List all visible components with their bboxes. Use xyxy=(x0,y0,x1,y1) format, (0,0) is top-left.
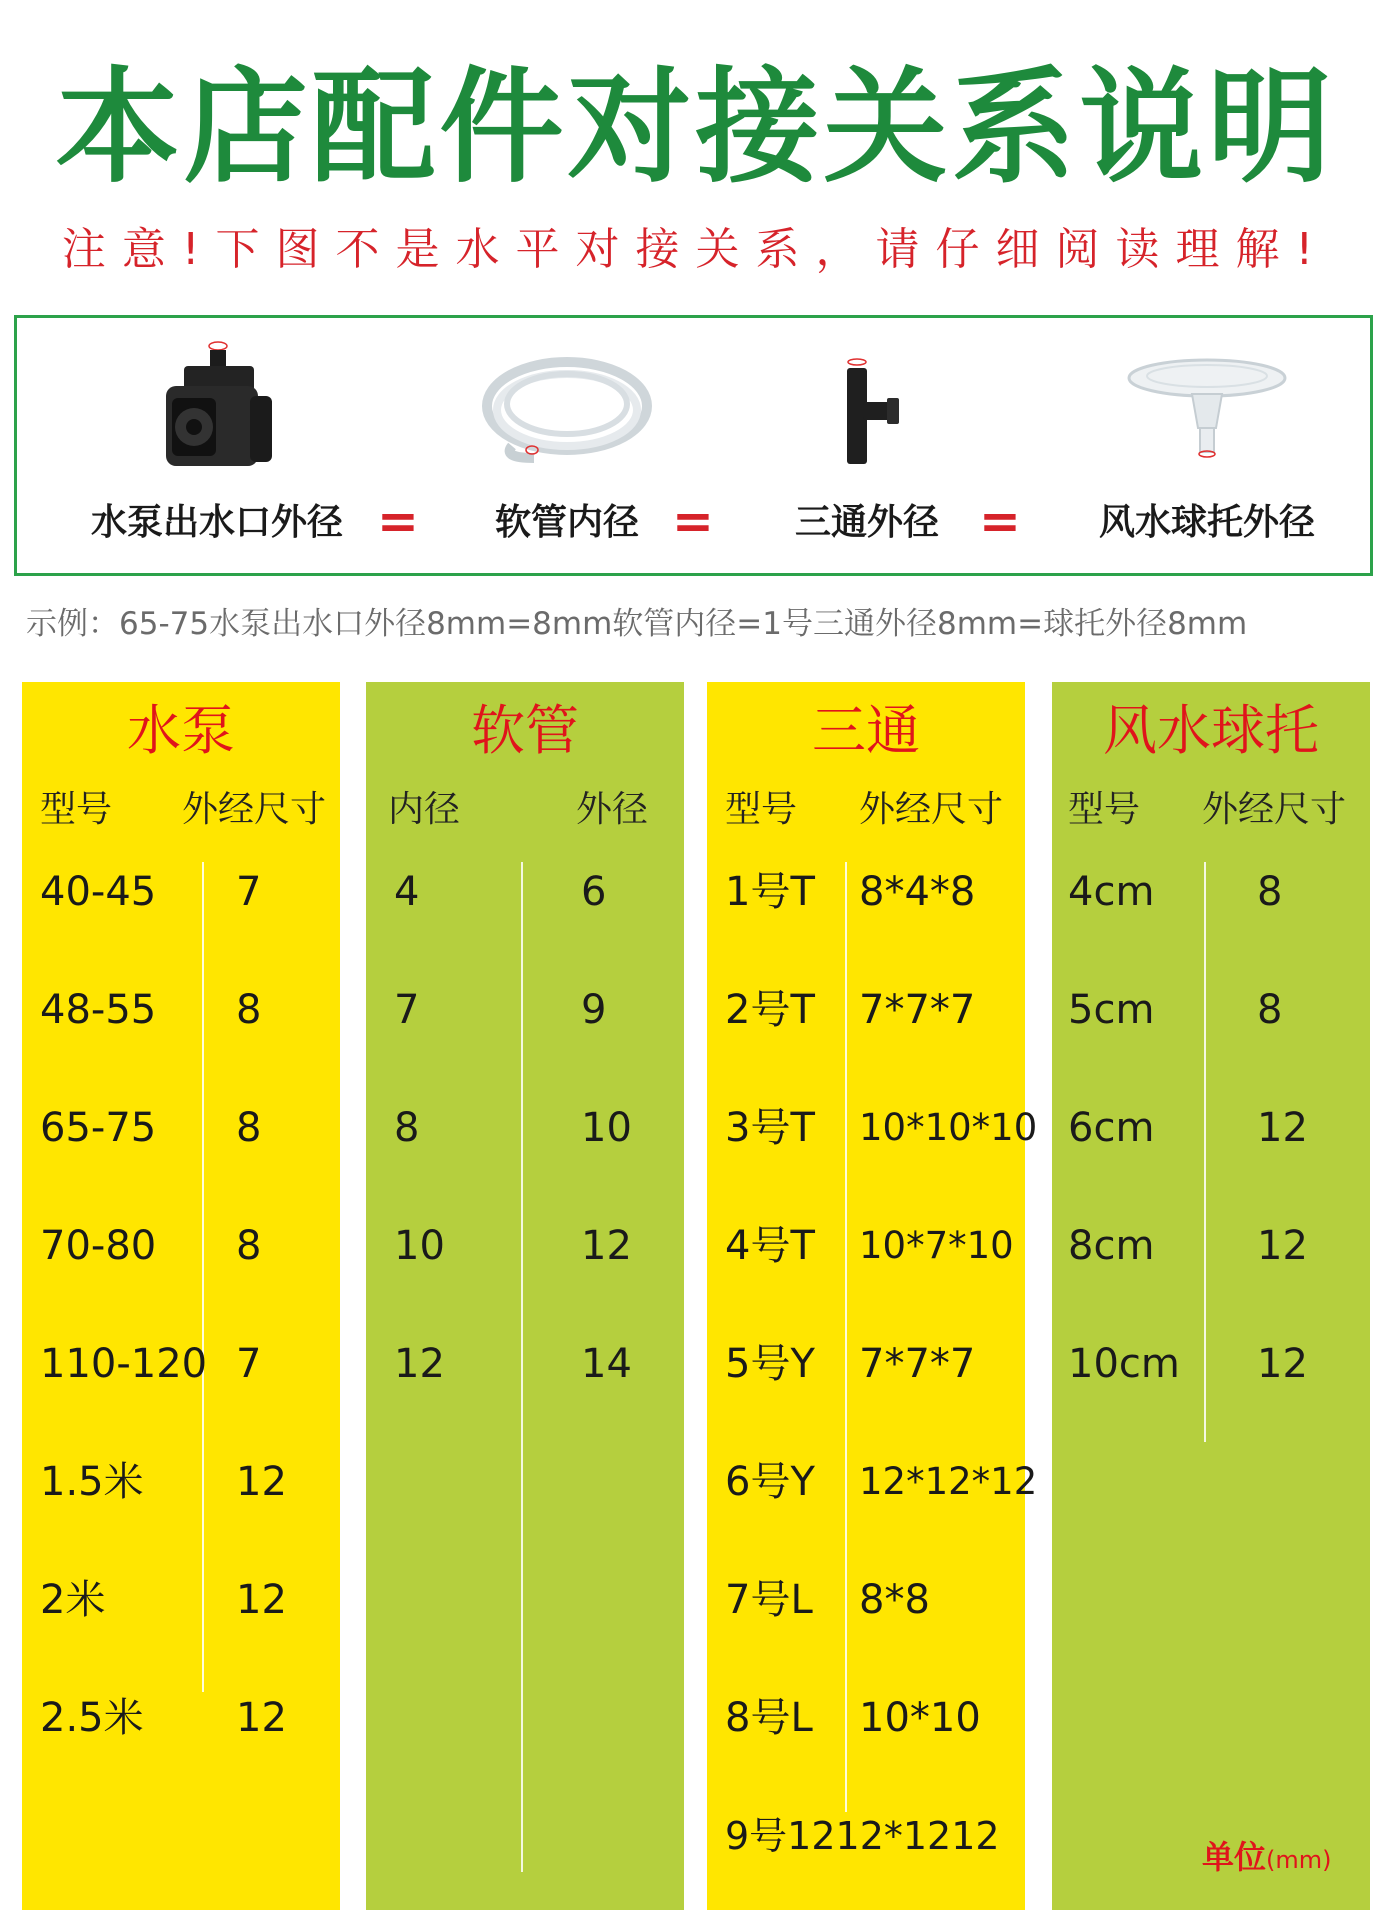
tee-column-title: 三通 xyxy=(812,699,920,762)
pump-model: 2米 xyxy=(40,1577,106,1623)
pump-size: 7 xyxy=(236,869,262,915)
pump-size: 12 xyxy=(236,1577,287,1623)
pump-size: 8 xyxy=(236,1223,262,1269)
tee-model: 1号T xyxy=(725,869,815,915)
pump-model: 40-45 xyxy=(40,869,157,915)
pump-size: 12 xyxy=(236,1459,287,1505)
ball-model: 6cm xyxy=(1068,1105,1155,1151)
pump-model: 110-120 xyxy=(40,1341,208,1387)
hose-header-outer: 外径 xyxy=(576,789,649,830)
pump-outlet-label: 水泵出水口外径 xyxy=(90,502,343,543)
hose-inner: 4 xyxy=(394,869,420,915)
tee-header-size: 外经尺寸 xyxy=(859,789,1004,830)
relation-item-hose xyxy=(447,318,687,573)
tee-model: 9号1212*1212 xyxy=(725,1814,1000,1858)
tee-model: 3号T xyxy=(725,1105,815,1151)
ball-holder-column-title: 风水球托 xyxy=(1103,699,1319,762)
equals-sign: = xyxy=(672,492,714,550)
pump-header-size: 外经尺寸 xyxy=(182,789,327,830)
tee-size: 12*12*12 xyxy=(859,1460,1038,1503)
relation-item-pump xyxy=(67,318,367,573)
tee-size: 7*7*7 xyxy=(859,1341,976,1387)
unit-text: 单位 xyxy=(1202,1838,1267,1876)
hose-inner-label: 软管内径 xyxy=(494,502,639,543)
ball-model: 5cm xyxy=(1068,987,1155,1033)
hose-inner: 12 xyxy=(394,1341,445,1387)
tee-model: 4号T xyxy=(725,1223,815,1269)
pump-header-model: 型号 xyxy=(40,789,113,830)
ball-model: 8cm xyxy=(1068,1223,1155,1269)
unit-value: (mm) xyxy=(1266,1846,1332,1874)
ball-holder-column xyxy=(1052,682,1370,1910)
hose-inner: 8 xyxy=(394,1105,420,1151)
pump-size: 8 xyxy=(236,1105,262,1151)
tee-model: 6号Y xyxy=(725,1459,815,1505)
hose-header-inner: 内径 xyxy=(388,789,461,830)
equals-sign: = xyxy=(377,492,419,550)
hose-inner: 7 xyxy=(394,987,420,1033)
pump-model: 2.5米 xyxy=(40,1695,144,1741)
tee-size: 10*10*10 xyxy=(859,1106,1038,1149)
ball-model: 4cm xyxy=(1068,869,1155,915)
tee-outer-label: 三通外径 xyxy=(794,502,939,543)
equals-sign: = xyxy=(979,492,1021,550)
ball-size: 12 xyxy=(1257,1105,1308,1151)
pump-model: 70-80 xyxy=(40,1223,157,1269)
hose-icon xyxy=(472,346,662,476)
water-pump-icon xyxy=(152,336,282,476)
pump-column xyxy=(22,682,340,1910)
tee-size: 10*7*10 xyxy=(859,1224,1014,1267)
hose-outer: 12 xyxy=(581,1223,632,1269)
pump-column-title: 水泵 xyxy=(127,699,235,762)
tee-connector-icon xyxy=(827,354,907,474)
warning-subtitle: 注意!下图不是水平对接关系，请仔细阅读理解! xyxy=(61,224,1330,275)
relation-diagram xyxy=(14,315,1373,576)
pump-model: 48-55 xyxy=(40,987,157,1033)
tee-model: 2号T xyxy=(725,987,815,1033)
tee-model: 7号L xyxy=(725,1577,813,1623)
tee-model: 8号L xyxy=(725,1695,813,1741)
pump-size: 7 xyxy=(236,1341,262,1387)
ball-holder-icon xyxy=(1122,348,1292,478)
ball-header-model: 型号 xyxy=(1068,789,1141,830)
relation-item-tee xyxy=(757,318,977,573)
pump-model: 1.5米 xyxy=(40,1459,144,1505)
tee-size: 8*4*8 xyxy=(859,869,976,915)
page-title: 本店配件对接关系说明 xyxy=(55,56,1336,200)
pump-size: 8 xyxy=(236,987,262,1033)
ball-holder-outer-label: 风水球托外径 xyxy=(1098,502,1315,543)
pump-model: 65-75 xyxy=(40,1105,157,1151)
tee-header-model: 型号 xyxy=(725,789,798,830)
column-divider xyxy=(202,862,204,1692)
column-divider xyxy=(845,862,847,1812)
hose-column-title: 软管 xyxy=(471,699,579,762)
column-divider xyxy=(521,862,523,1872)
hose-outer: 9 xyxy=(581,987,607,1033)
hose-inner: 10 xyxy=(394,1223,445,1269)
ball-size: 8 xyxy=(1257,987,1283,1033)
ball-size: 12 xyxy=(1257,1223,1308,1269)
ball-header-size: 外经尺寸 xyxy=(1202,789,1347,830)
hose-column xyxy=(366,682,684,1910)
ball-size: 12 xyxy=(1257,1341,1308,1387)
ball-model: 10cm xyxy=(1068,1341,1180,1387)
tee-size: 7*7*7 xyxy=(859,987,976,1033)
column-divider xyxy=(1204,862,1206,1442)
tee-size: 8*8 xyxy=(859,1577,930,1623)
tee-column xyxy=(707,682,1038,1910)
pump-size: 12 xyxy=(236,1695,287,1741)
hose-outer: 6 xyxy=(581,869,607,915)
example-text: 示例：65-75水泵出水口外径8mm=8mm软管内径=1号三通外径8mm=球托外径8mm xyxy=(26,606,1248,642)
relation-item-ball-holder xyxy=(1057,318,1357,573)
hose-outer: 10 xyxy=(581,1105,632,1151)
tee-size: 10*10 xyxy=(859,1695,981,1741)
ball-size: 8 xyxy=(1257,869,1283,915)
unit-label xyxy=(1202,1832,1332,1878)
tee-model: 5号Y xyxy=(725,1341,815,1387)
hose-outer: 14 xyxy=(581,1341,632,1387)
